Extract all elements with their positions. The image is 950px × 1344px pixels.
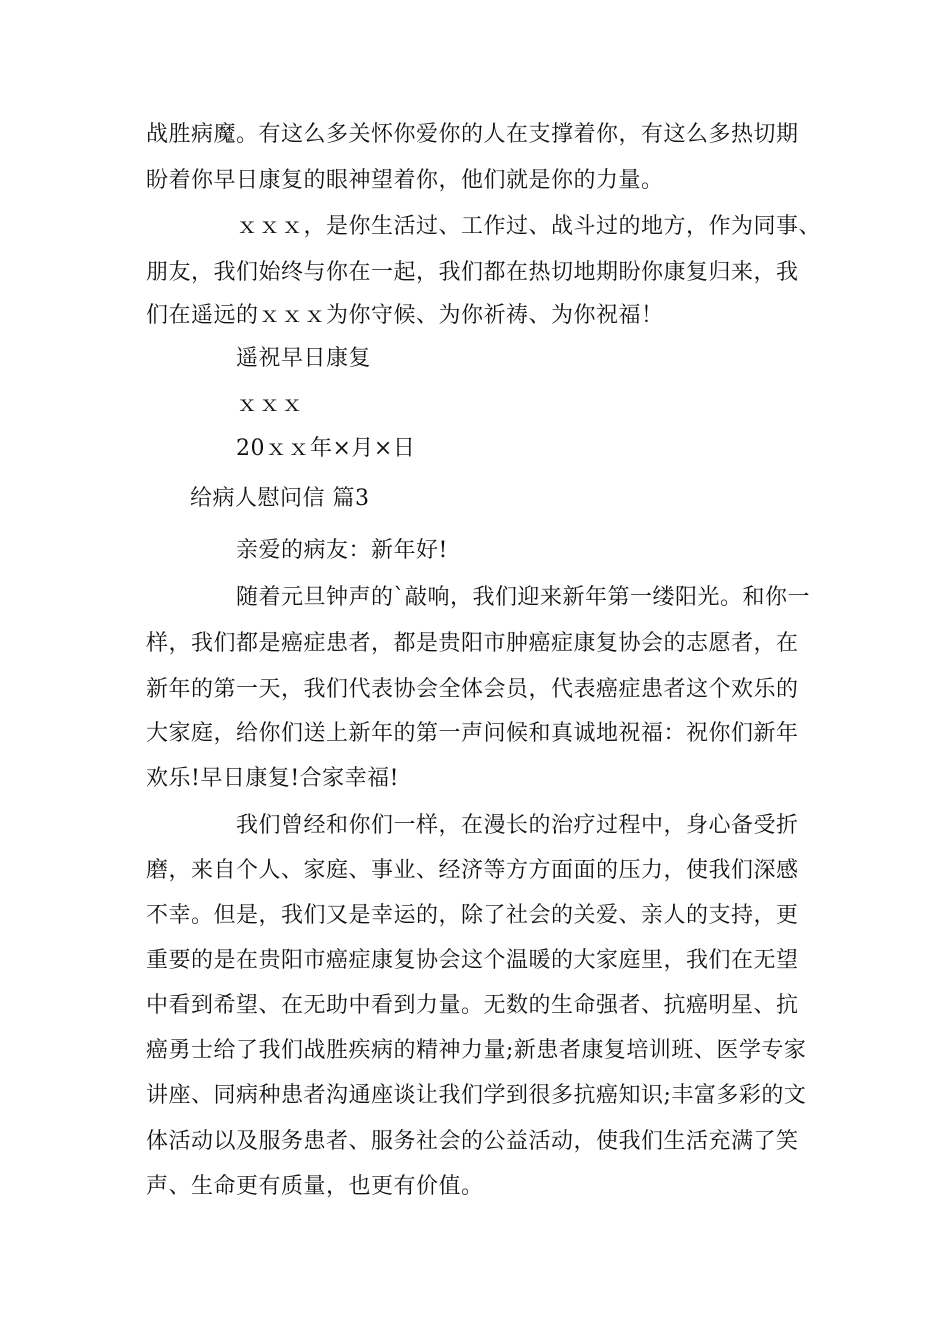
text-line: 声、生命更有质量，也更有价值。 [146,1174,484,1199]
date-line: 20ｘｘ年×月×日 [236,436,416,461]
closing-wish: 遥祝早日康复 [236,346,372,371]
text-line: 样，我们都是癌症患者，都是贵阳市肿癌症康复协会的志愿者，在 [146,631,799,656]
text-line: 不幸。但是，我们又是幸运的，除了社会的关爱、亲人的支持，更 [146,903,799,928]
text-line: 癌勇士给了我们战胜疾病的精神力量;新患者康复培训班、医学专家 [146,1038,807,1063]
text-line: 我们曾经和你们一样，在漫长的治疗过程中，身心备受折 [236,813,799,838]
text-line: 随着元旦钟声的`敲响，我们迎来新年第一缕阳光。和你一 [236,585,811,610]
text-line: 中看到希望、在无助中看到力量。无数的生命强者、抗癌明星、抗 [146,993,799,1018]
signature: ｘｘｘ [236,392,304,417]
text-line: ｘｘｘ，是你生活过、工作过、战斗过的地方，作为同事、 [236,214,822,239]
text-line: 战胜病魔。有这么多关怀你爱你的人在支撑着你，有这么多热切期 [146,122,799,147]
text-line: 盼着你早日康复的眼神望着你，他们就是你的力量。 [146,168,664,193]
text-line: 体活动以及服务患者、服务社会的公益活动，使我们生活充满了笑 [146,1129,799,1154]
text-line: 欢乐!早日康复!合家幸福! [146,766,400,791]
text-line: 朋友，我们始终与你在一起，我们都在热切地期盼你康复归来，我 [146,260,799,285]
text-line: 讲座、同病种患者沟通座谈让我们学到很多抗癌知识;丰富多彩的文 [146,1083,807,1108]
text-line: 新年的第一天，我们代表协会全体会员，代表癌症患者这个欢乐的 [146,677,799,702]
text-line: 磨，来自个人、家庭、事业、经济等方方面面的压力，使我们深感 [146,858,799,883]
salutation: 亲爱的病友：新年好! [236,538,448,563]
text-line: 重要的是在贵阳市癌症康复协会这个温暖的大家庭里，我们在无望 [146,948,799,973]
text-line: 大家庭，给你们送上新年的第一声问候和真诚地祝福：祝你们新年 [146,721,799,746]
text-line: 们在遥远的ｘｘｘ为你守候、为你祈祷、为你祝福！ [146,303,664,328]
section-heading: 给病人慰问信 篇3 [190,486,370,511]
